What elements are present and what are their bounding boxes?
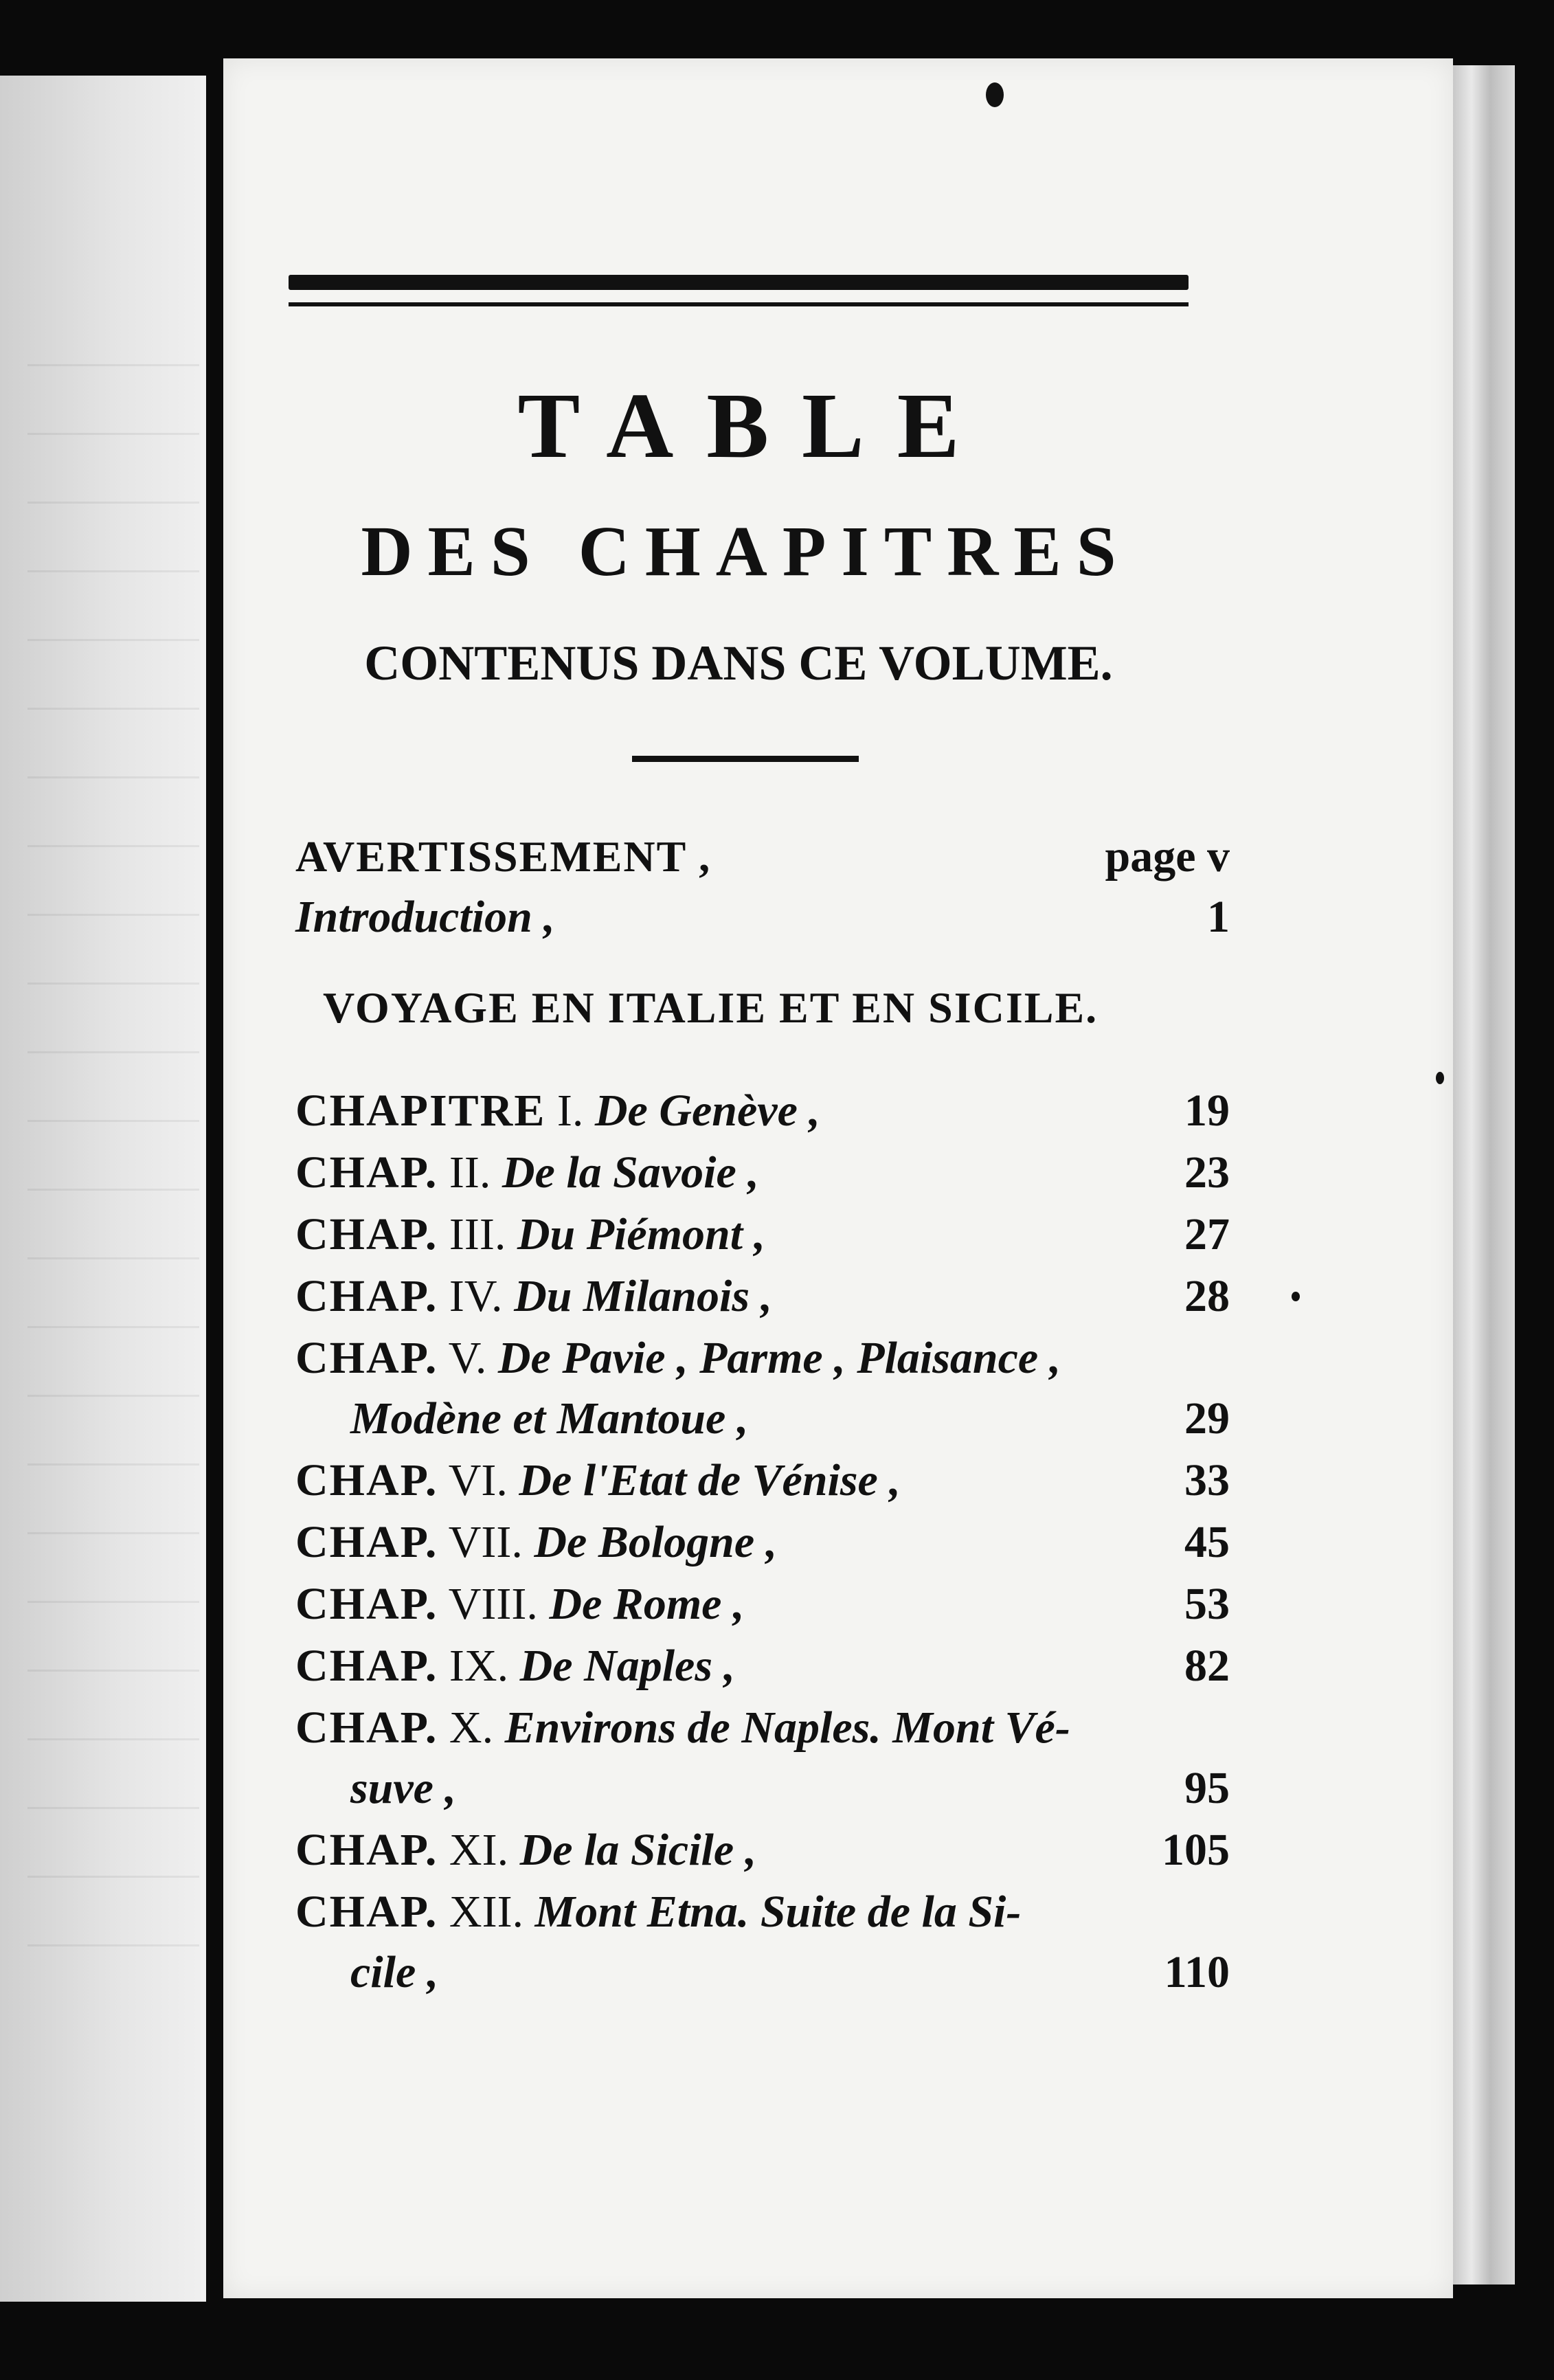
chapter-page: 45 <box>1184 1517 1230 1567</box>
chapter-prefix: CHAP. <box>295 1579 438 1629</box>
section-divider <box>632 756 859 762</box>
chapter-number: VIII. <box>448 1579 538 1629</box>
chapter-number: XII. <box>449 1887 524 1937</box>
chapter-page: 95 <box>1184 1763 1230 1813</box>
ink-spot <box>986 82 1004 107</box>
chapter-number: III. <box>449 1209 506 1259</box>
chapter-page: 105 <box>1162 1825 1230 1875</box>
chapter-page: 19 <box>1184 1086 1230 1136</box>
chapter-title: De Genève , <box>594 1086 820 1136</box>
chapter-title: De Bologne , <box>534 1517 778 1567</box>
chapter-page: 110 <box>1164 1947 1230 1997</box>
toc-entry-chapter[interactable] <box>295 1637 1230 1695</box>
chapter-title: De la Savoie , <box>502 1147 759 1198</box>
toc-entry-chapter[interactable] <box>295 1514 1230 1571</box>
chapter-number: X. <box>449 1703 494 1753</box>
toc-entry-chapter[interactable] <box>295 1082 1230 1140</box>
chapter-page: 27 <box>1184 1209 1230 1259</box>
page-edge <box>1453 65 1515 2284</box>
chapter-prefix: CHAP. <box>295 1147 438 1198</box>
chapter-title: De la Sicile , <box>519 1825 757 1875</box>
toc-entry-chapter[interactable] <box>295 1699 1230 1813</box>
toc-entry-page: 1 <box>1207 892 1230 942</box>
chapter-number: V. <box>448 1333 487 1383</box>
toc-entry-avertissement[interactable] <box>295 828 1230 886</box>
ink-spot <box>1436 1072 1444 1084</box>
chapter-page: 23 <box>1184 1147 1230 1198</box>
chapter-title: De Pavie , Parme , Plaisance , <box>497 1333 1061 1383</box>
chapter-number: XI. <box>449 1825 509 1875</box>
chapter-page: 29 <box>1184 1393 1230 1444</box>
chapter-prefix: CHAP. <box>295 1271 438 1321</box>
section-heading: VOYAGE EN ITALIE ET EN SICILE. <box>323 983 1099 1032</box>
toc-entry-label: AVERTISSEMENT , <box>295 832 712 881</box>
toc-entry-chapter[interactable] <box>295 1575 1230 1633</box>
chapter-title: De Rome , <box>549 1579 745 1629</box>
header-rule-thick <box>289 275 1189 290</box>
ink-spot <box>1292 1292 1300 1301</box>
header-rule-thin <box>289 302 1189 306</box>
chapter-title: Environs de Naples. Mont Vé- <box>504 1703 1070 1753</box>
chapter-title-continued: Modène et Mantoue , <box>350 1393 749 1444</box>
chapter-prefix: CHAP. <box>295 1209 438 1259</box>
chapter-page: 28 <box>1184 1271 1230 1321</box>
chapter-prefix: CHAP. <box>295 1887 438 1937</box>
page-subtitle-2: CONTENUS DANS CE VOLUME. <box>364 636 1113 691</box>
chapter-prefix: CHAP. <box>295 1825 438 1875</box>
chapter-number: II. <box>449 1147 491 1198</box>
page-subtitle: DES CHAPITRES <box>361 512 1131 591</box>
chapter-prefix: CHAP. <box>295 1333 438 1383</box>
chapter-title-continued: suve , <box>350 1763 456 1813</box>
chapter-page: 82 <box>1184 1641 1230 1691</box>
chapter-title: De Naples , <box>519 1641 736 1691</box>
toc-entry-chapter[interactable] <box>295 1821 1230 1879</box>
chapter-prefix: CHAP. <box>295 1641 438 1691</box>
chapter-page: 53 <box>1184 1579 1230 1629</box>
toc-entry-chapter[interactable] <box>295 1268 1230 1325</box>
chapter-prefix: CHAPITRE <box>295 1086 546 1136</box>
chapter-page: 33 <box>1184 1455 1230 1505</box>
page-title: TABLE <box>517 374 993 478</box>
toc-entry-chapter[interactable] <box>295 1883 1230 1997</box>
chapter-title: De l'Etat de Vénise , <box>519 1455 901 1505</box>
chapter-title: Du Piémont , <box>517 1209 766 1259</box>
toc-entry-chapter[interactable] <box>295 1452 1230 1509</box>
facing-page <box>0 76 206 2302</box>
toc-entry-page: page v <box>1105 831 1230 882</box>
chapter-prefix: CHAP. <box>295 1703 438 1753</box>
chapter-title: Du Milanois , <box>514 1271 773 1321</box>
chapter-number: IV. <box>449 1271 503 1321</box>
toc-entry-chapter[interactable] <box>295 1206 1230 1264</box>
chapter-number: IX. <box>449 1641 509 1691</box>
chapter-prefix: CHAP. <box>295 1517 438 1567</box>
chapter-title-continued: cile , <box>350 1947 439 1997</box>
toc-entry-chapter[interactable] <box>295 1144 1230 1202</box>
toc-entry-label: Introduction , <box>295 892 555 942</box>
chapter-number: I. <box>556 1086 584 1136</box>
chapter-prefix: CHAP. <box>295 1455 438 1505</box>
chapter-title: Mont Etna. Suite de la Si- <box>534 1887 1022 1937</box>
toc-entry-chapter[interactable] <box>295 1329 1230 1444</box>
chapter-number: VI. <box>448 1455 508 1505</box>
toc-entry-introduction[interactable] <box>295 888 1230 946</box>
chapter-number: VII. <box>448 1517 523 1567</box>
